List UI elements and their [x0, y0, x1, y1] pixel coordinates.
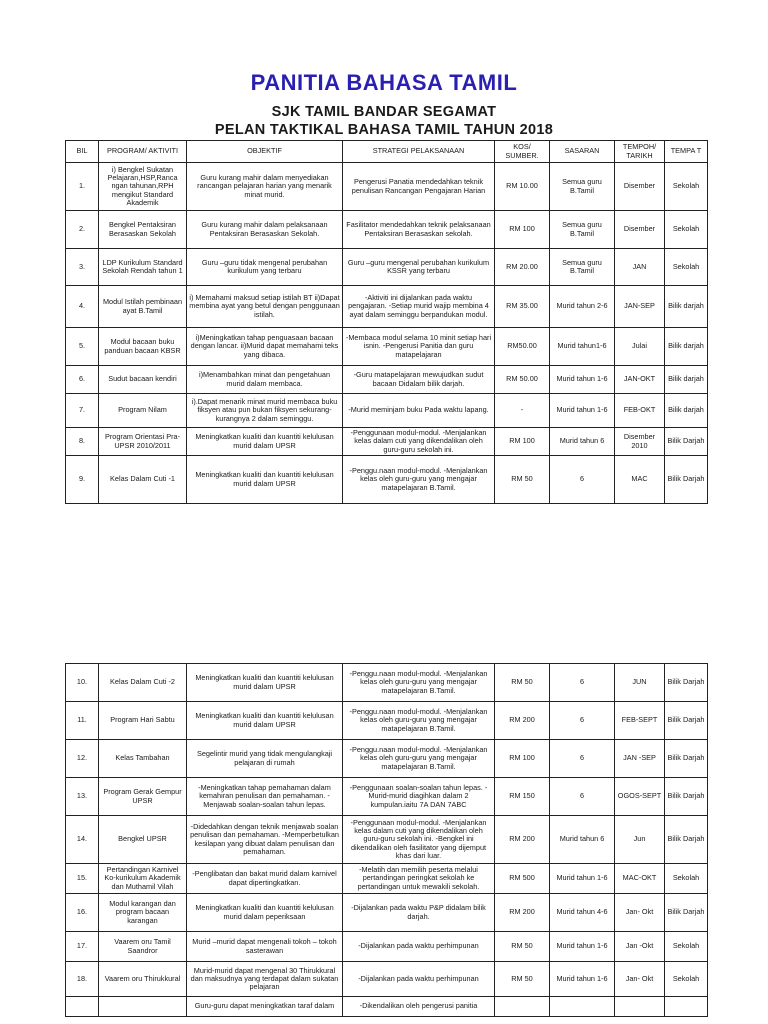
cell-kos: RM 50	[495, 456, 550, 504]
cell-objektif: Murid-murid dapat mengenal 30 Thirukkural dan maksudnya yang terdapat dalam sukatan pelajaran	[187, 962, 343, 997]
cell-kos: RM 500	[495, 864, 550, 894]
cell-kos: RM 100	[495, 211, 550, 249]
cell-sasaran: Semua guru B.Tamil	[550, 211, 615, 249]
cell-sasaran: Murid tahun1-6	[550, 328, 615, 366]
cell-objektif: Meningkatkan kualiti dan kuantiti kelulusan murid dalam UPSR	[187, 702, 343, 740]
cell-objektif: Meningkatkan kualiti dan kuantiti kelulusan murid dalam UPSR	[187, 664, 343, 702]
table-row	[66, 394, 708, 428]
cell-bil: 6.	[66, 366, 99, 394]
cell-kos: RM 50	[495, 932, 550, 962]
cell-tempat: Bilik darjah	[665, 328, 708, 366]
cell-bil: 16.	[66, 894, 99, 932]
header-bil: BIL	[66, 141, 99, 163]
cell-objektif: Meningkatkan kualiti dan kuantiti kelulusan murid dalam UPSR	[187, 428, 343, 456]
cell-sasaran: Semua guru B.Tamil	[550, 163, 615, 211]
cell-bil: 17.	[66, 932, 99, 962]
cell-strategi: -Dikendalikan oleh pengerusi panitia	[343, 997, 495, 1017]
cell-program: Program Gerak Gempur UPSR	[99, 778, 187, 816]
cell-sasaran	[550, 997, 615, 1017]
cell-strategi: -Penggunaan modul-modul. -Menjalankan kelas dalam cuti yang dikendalikan oleh guru-guru sekolah ini.	[343, 428, 495, 456]
cell-objektif: Meningkatkan kualiti dan kuantiti kelulusan murid dalam peperiksaan	[187, 894, 343, 932]
cell-tempoh: JAN -SEP	[615, 740, 665, 778]
cell-kos: RM 100	[495, 740, 550, 778]
table-row	[66, 932, 708, 962]
cell-bil: 18.	[66, 962, 99, 997]
table-body-part-2	[66, 664, 708, 1017]
cell-tempat: Bilik Darjah	[665, 894, 708, 932]
table-row	[66, 664, 708, 702]
tactical-plan-table-part-1	[65, 140, 708, 504]
cell-tempoh: Disember 2010	[615, 428, 665, 456]
cell-bil: 9.	[66, 456, 99, 504]
cell-objektif: i) Memahami maksud setiap istilah BT ii)Dapat membina ayat yang betul dengan penggunaan istilah.	[187, 286, 343, 328]
table-row	[66, 456, 708, 504]
table-row	[66, 778, 708, 816]
cell-objektif: Guru kurang mahir dalam menyediakan rancangan pelajaran harian yang menarik minat murid.	[187, 163, 343, 211]
header-sasaran: SASARAN	[550, 141, 615, 163]
cell-tempoh: MAC-OKT	[615, 864, 665, 894]
cell-tempoh: OGOS-SEPT	[615, 778, 665, 816]
cell-program: Modul karangan dan program bacaan karangan	[99, 894, 187, 932]
cell-tempat: Bilik Darjah	[665, 740, 708, 778]
cell-sasaran: Murid tahun 1-6	[550, 932, 615, 962]
cell-objektif: Segelintir murid yang tidak mengulangkaji pelajaran di rumah	[187, 740, 343, 778]
cell-strategi: -Dijalankan pada waktu P&P didalam bilik darjah.	[343, 894, 495, 932]
header-tempat: TEMPA T	[665, 141, 708, 163]
cell-kos: RM 50	[495, 664, 550, 702]
cell-tempat: Bilik Darjah	[665, 664, 708, 702]
cell-bil: 1.	[66, 163, 99, 211]
header-objektif: OBJEKTIF	[187, 141, 343, 163]
cell-sasaran: Murid tahun 1-6	[550, 962, 615, 997]
cell-tempoh: JAN-OKT	[615, 366, 665, 394]
cell-strategi: -Aktiviti ini dijalankan pada waktu pengajaran. -Setiap murid wajip membina 4 ayat dalam seminggu berpandukan modul.	[343, 286, 495, 328]
cell-tempoh: Jan- Okt	[615, 894, 665, 932]
cell-tempoh: MAC	[615, 456, 665, 504]
cell-sasaran: 6	[550, 664, 615, 702]
cell-objektif: i)Meningkatkan tahap penguasaan bacaan dengan lancar. ii)Murid dapat memahami teks yang dibaca.	[187, 328, 343, 366]
cell-strategi: -Melatih dan memilih peserta melalui pertandingan peringkat sekolah ke pertandingan untuk mewakili sekolah.	[343, 864, 495, 894]
cell-program: Sudut bacaan kendiri	[99, 366, 187, 394]
cell-program: Program Hari Sabtu	[99, 702, 187, 740]
cell-tempoh: JAN	[615, 249, 665, 286]
cell-tempat	[665, 997, 708, 1017]
cell-kos: RM 200	[495, 894, 550, 932]
cell-tempat: Sekolah	[665, 864, 708, 894]
cell-objektif: Guru-guru dapat meningkatkan taraf dalam	[187, 997, 343, 1017]
cell-program: Program Orientasi Pra- UPSR 2010/2011	[99, 428, 187, 456]
cell-bil: 10.	[66, 664, 99, 702]
cell-program: Modul Istilah pembinaan ayat B.Tamil	[99, 286, 187, 328]
cell-bil: 12.	[66, 740, 99, 778]
cell-kos	[495, 997, 550, 1017]
cell-sasaran: Semua guru B.Tamil	[550, 249, 615, 286]
cell-objektif: i).Dapat menarik minat murid membaca buku fiksyen atau pun bukan fiksyen sekurang- kurangnya 2 dalam seminggu.	[187, 394, 343, 428]
cell-tempat: Sekolah	[665, 962, 708, 997]
cell-sasaran: Murid tahun 1-6	[550, 864, 615, 894]
table-row	[66, 249, 708, 286]
cell-program: Program Nilam	[99, 394, 187, 428]
cell-kos: RM 20.00	[495, 249, 550, 286]
cell-sasaran: 6	[550, 778, 615, 816]
cell-bil: 7.	[66, 394, 99, 428]
cell-program	[99, 997, 187, 1017]
cell-kos: -	[495, 394, 550, 428]
header-program: PROGRAM/ AKTIVITI	[99, 141, 187, 163]
cell-kos: RM 50.00	[495, 366, 550, 394]
cell-tempat: Bilik Darjah	[665, 778, 708, 816]
cell-strategi: -Membaca modul selama 10 minit setiap hari isnin. -Pengerusi Panitia dan guru matapelajaran	[343, 328, 495, 366]
cell-strategi: Guru –guru mengenal perubahan kurikulum KSSR yang terbaru	[343, 249, 495, 286]
cell-kos: RM 50	[495, 962, 550, 997]
cell-tempat: Sekolah	[665, 932, 708, 962]
cell-bil: 2.	[66, 211, 99, 249]
cell-kos: RM 200	[495, 702, 550, 740]
header-kos: KOS/ SUMBER.	[495, 141, 550, 163]
cell-sasaran: Murid tahun 6	[550, 816, 615, 864]
cell-program: Pertandingan Karnivel Ko-kurikulum Akademik dan Muthamil Vilah	[99, 864, 187, 894]
cell-objektif: -Meningkatkan tahap pemahaman dalam kemahiran penulisan dan pemahaman. -Menjawab soalan-soalan tahun lepas.	[187, 778, 343, 816]
cell-program: i) Bengkel Sukatan Pelajaran,HSP,Ranca ngan tahunan,RPH mengikut Standard Akademik	[99, 163, 187, 211]
cell-objektif: Guru kurang mahir dalam pelaksanaan Pentaksiran Berasaskan Sekolah.	[187, 211, 343, 249]
cell-strategi: -Guru matapelajaran mewujudkan sudut bacaan Didalam bilik darjah.	[343, 366, 495, 394]
cell-kos: RM 10.00	[495, 163, 550, 211]
cell-bil: 13.	[66, 778, 99, 816]
cell-objektif: Murid –murid dapat mengenali tokoh – tokoh sasterawan	[187, 932, 343, 962]
cell-sasaran: Murid tahun 2-6	[550, 286, 615, 328]
cell-objektif: Guru –guru tidak mengenal perubahan kurikulum yang terbaru	[187, 249, 343, 286]
table-row	[66, 740, 708, 778]
cell-tempoh: JUN	[615, 664, 665, 702]
plan-title: PELAN TAKTIKAL BAHASA TAMIL TAHUN 2018	[214, 122, 554, 138]
cell-tempat: Sekolah	[665, 163, 708, 211]
cell-strategi: -Penggu.naan modul-modul. -Menjalankan kelas oleh guru-guru yang mengajar matapelajaran B.Tamil.	[343, 456, 495, 504]
cell-bil: 11.	[66, 702, 99, 740]
table-row	[66, 962, 708, 997]
cell-tempoh: Jan- Okt	[615, 962, 665, 997]
cell-bil: 5.	[66, 328, 99, 366]
cell-tempat: Bilik Darjah	[665, 428, 708, 456]
cell-program: Bengkel Pentaksiran Berasaskan Sekolah	[99, 211, 187, 249]
cell-kos: RM 150	[495, 778, 550, 816]
cell-bil: 15.	[66, 864, 99, 894]
cell-kos: RM 200	[495, 816, 550, 864]
cell-strategi: Pengerusi Panatia mendedahkan teknik penulisan Rancangan Pengajaran Harian	[343, 163, 495, 211]
table-row	[66, 702, 708, 740]
cell-sasaran: Murid tahun 1-6	[550, 366, 615, 394]
cell-program: Vaarem oru Thirukkural	[99, 962, 187, 997]
table-row	[66, 428, 708, 456]
cell-strategi: -Penggu.naan modul-modul. -Menjalankan kelas oleh guru-guru yang mengajar matapelajaran B.Tamil.	[343, 702, 495, 740]
header-tempoh: TEMPOH/ TARIKH	[615, 141, 665, 163]
table-body-part-1	[66, 163, 708, 504]
cell-tempat: Sekolah	[665, 211, 708, 249]
cell-program: Kelas Tambahan	[99, 740, 187, 778]
table-row	[66, 816, 708, 864]
cell-strategi: -Dijalankan pada waktu perhimpunan	[343, 962, 495, 997]
table-row	[66, 864, 708, 894]
cell-bil: 3.	[66, 249, 99, 286]
cell-program: Modul bacaan buku panduan bacaan KBSR	[99, 328, 187, 366]
table-row	[66, 163, 708, 211]
table-row	[66, 997, 708, 1017]
cell-objektif: -Penglibatan dan bakat murid dalam karnivel dapat dipertingkatkan.	[187, 864, 343, 894]
cell-tempoh: JAN-SEP	[615, 286, 665, 328]
cell-kos: RM50.00	[495, 328, 550, 366]
table-row	[66, 894, 708, 932]
cell-tempat: Bilik Darjah	[665, 816, 708, 864]
cell-objektif: Meningkatkan kualiti dan kuantiti kelulusan murid dalam UPSR	[187, 456, 343, 504]
school-name: SJK TAMIL BANDAR SEGAMAT	[271, 104, 497, 120]
cell-strategi: -Murid meminjam buku Pada waktu lapang.	[343, 394, 495, 428]
cell-tempat: Bilik darjah	[665, 366, 708, 394]
cell-sasaran: Murid tahun 4-6	[550, 894, 615, 932]
cell-sasaran: Murid tahun 6	[550, 428, 615, 456]
cell-tempoh: FEB-OKT	[615, 394, 665, 428]
cell-kos: RM 100	[495, 428, 550, 456]
cell-bil: 4.	[66, 286, 99, 328]
cell-strategi: Fasilitator mendedahkan teknik pelaksanaan Pentaksiran Berasaskan sekolah.	[343, 211, 495, 249]
cell-tempoh: Jun	[615, 816, 665, 864]
cell-tempoh: Julai	[615, 328, 665, 366]
cell-tempoh	[615, 997, 665, 1017]
table-row	[66, 328, 708, 366]
cell-kos: RM 35.00	[495, 286, 550, 328]
cell-strategi: -Dijalankan pada waktu perhimpunan	[343, 932, 495, 962]
cell-strategi: -Penggunaan soalan-soalan tahun lepas. -Murid-murid diagihkan dalam 2 kumpulan.iaitu 7A DAN 7ABC	[343, 778, 495, 816]
cell-objektif: i)Menambahkan minat dan pengetahuan murid dalam membaca.	[187, 366, 343, 394]
cell-tempoh: FEB-SEPT	[615, 702, 665, 740]
cell-tempoh: Disember	[615, 163, 665, 211]
cell-sasaran: 6	[550, 456, 615, 504]
cell-program: Bengkel UPSR	[99, 816, 187, 864]
table-row	[66, 366, 708, 394]
cell-strategi: -Penggu.naan modul-modul. -Menjalankan kelas oleh guru-guru yang mengajar matapelajaran B.Tamil.	[343, 740, 495, 778]
tactical-plan-table-part-2	[65, 663, 708, 1017]
cell-tempat: Sekolah	[665, 249, 708, 286]
cell-tempat: Bilik darjah	[665, 286, 708, 328]
table-row	[66, 211, 708, 249]
cell-program: LDP Kurikulum Standard Sekolah Rendah tahun 1	[99, 249, 187, 286]
cell-strategi: -Penggu.naan modul-modul. -Menjalankan kelas oleh guru-guru yang mengajar matapelajaran B.Tamil.	[343, 664, 495, 702]
cell-tempoh: Disember	[615, 211, 665, 249]
committee-title: PANITIA BAHASA TAMIL	[250, 70, 518, 95]
cell-bil: 14.	[66, 816, 99, 864]
cell-strategi: -Penggunaan modul-modul. -Menjalankan kelas dalam cuti yang dikendalikan oleh guru-guru sekolah ini. -Bengkel ini dikendalikan oleh fasilitator yang dijemput khas dari luar.	[343, 816, 495, 864]
cell-sasaran: Murid tahun 1-6	[550, 394, 615, 428]
cell-tempat: Bilik darjah	[665, 394, 708, 428]
cell-objektif: -Didedahkan dengan teknik menjawab soalan penulisan dan pemahaman. -Memperbetulkan kesilapan yang dibuat dalam penulisan dan pemahaman.	[187, 816, 343, 864]
cell-bil	[66, 997, 99, 1017]
cell-sasaran: 6	[550, 702, 615, 740]
table-row	[66, 286, 708, 328]
cell-program: Kelas Dalam Cuti -2	[99, 664, 187, 702]
cell-program: Kelas Dalam Cuti -1	[99, 456, 187, 504]
header-strategi: STRATEGI PELAKSANAAN	[343, 141, 495, 163]
table-header-row	[66, 141, 708, 163]
cell-sasaran: 6	[550, 740, 615, 778]
cell-tempat: Bilik Darjah	[665, 702, 708, 740]
cell-program: Vaarem oru Tamil Saandror	[99, 932, 187, 962]
cell-bil: 8.	[66, 428, 99, 456]
cell-tempat: Bilik Darjah	[665, 456, 708, 504]
cell-tempoh: Jan -Okt	[615, 932, 665, 962]
